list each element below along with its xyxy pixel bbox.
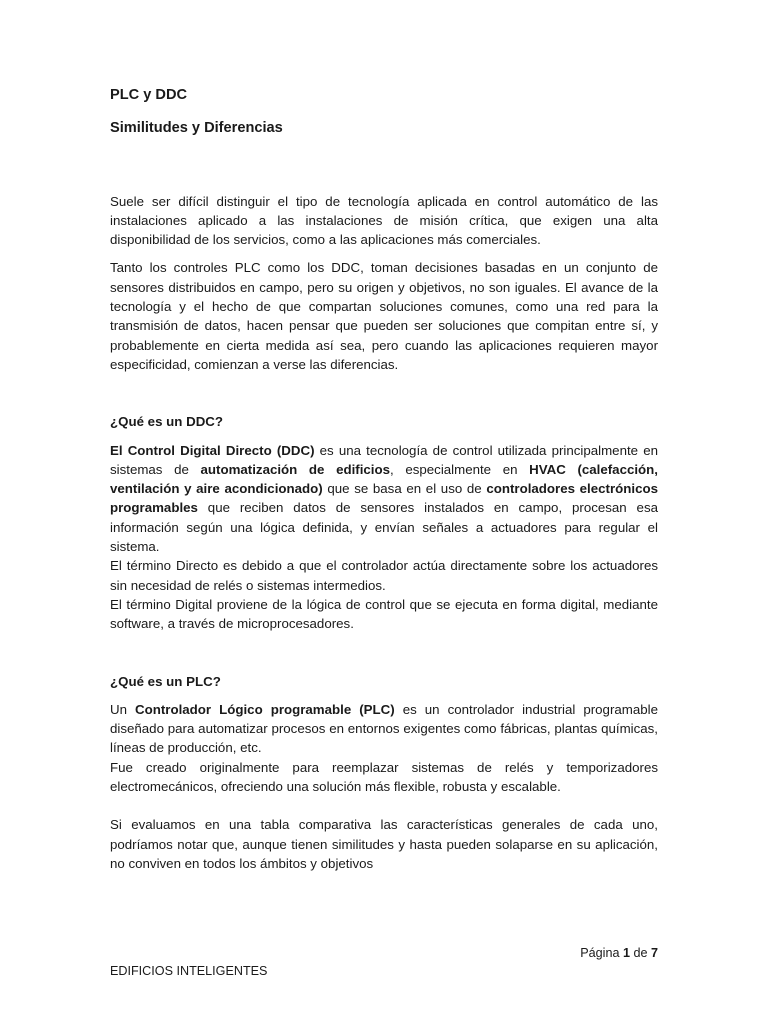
- plc-paragraph-3: Si evaluamos en una tabla comparativa las características generales de cada uno, podríamos notar que, aunque tienen similitudes y hasta pueden solaparse en su aplicación, no conviven en todos los ámbitos y objetivos: [110, 817, 658, 871]
- plc-paragraph-1: Un Controlador Lógico programable (PLC) es un controlador industrial programable diseñado para automatizar procesos en entornos exigentes como fábricas, plantas químicas, líneas de producción, etc.: [110, 701, 658, 756]
- ddc-heading: ¿Qué es un DDC?: [110, 414, 224, 430]
- document-subtitle: Similitudes y Diferencias: [110, 120, 283, 137]
- ddc-paragraph-1: El Control Digital Directo (DDC) es una tecnología de control utilizada principalmente en sistemas de automatización de edificios, especialmente en HVAC (calefacción, ventilación y aire acondicionado) que se basa en el uso de controladores electrónicos programables que reciben datos de sensores instalados en campo, procesan esa información según una lógica definida, y envían señales a actuadores para regular el sistema.: [110, 442, 658, 555]
- page-number: Página 1 de 7: [580, 946, 658, 960]
- intro-paragraph-1: Suele ser difícil distinguir el tipo de tecnología aplicada en control automático de las instalaciones aplicado a las instalaciones de misión crítica, que exigen una alta disponibilidad de los servicios, como a las aplicaciones más comerciales.: [110, 193, 658, 248]
- ddc-term: El Control Digital Directo (DDC): [110, 442, 315, 458]
- running-footer-title: EDIFICIOS INTELIGENTES: [110, 964, 268, 978]
- document-title: PLC y DDC: [110, 87, 188, 103]
- document-body: [110, 86, 658, 873]
- plc-paragraph-2: Fue creado originalmente para reemplazar sistemas de relés y temporizadores electromecánicos, ofreciendo una solución más flexible, robusta y escalable.: [110, 759, 658, 795]
- plc-term: Controlador Lógico programable (PLC): [135, 701, 395, 717]
- plc-heading: ¿Qué es un PLC?: [110, 673, 221, 689]
- intro-paragraph-2: Tanto los controles PLC como los DDC, toman decisiones basadas en un conjunto de sensores distribuidos en campo, pero su origen y objetivos, no son iguales. El avance de la tecnología y el hecho de que compartan soluciones comunes, como una red para la transmisión de datos, hacen pensar que pueden ser soluciones que compitan entre sí, y probablemente en cierta medida así sea, pero cuando las aplicaciones requieren mayor especificidad, comienzan a verse las diferencias.: [110, 260, 658, 372]
- ddc-paragraph-3: El término Digital proviene de la lógica de control que se ejecuta en forma digital, mediante software, a través de microprocesadores.: [110, 596, 658, 632]
- ddc-paragraph-2: El término Directo es debido a que el controlador actúa directamente sobre los actuadores sin necesidad de relés o sistemas intermedios.: [110, 558, 658, 593]
